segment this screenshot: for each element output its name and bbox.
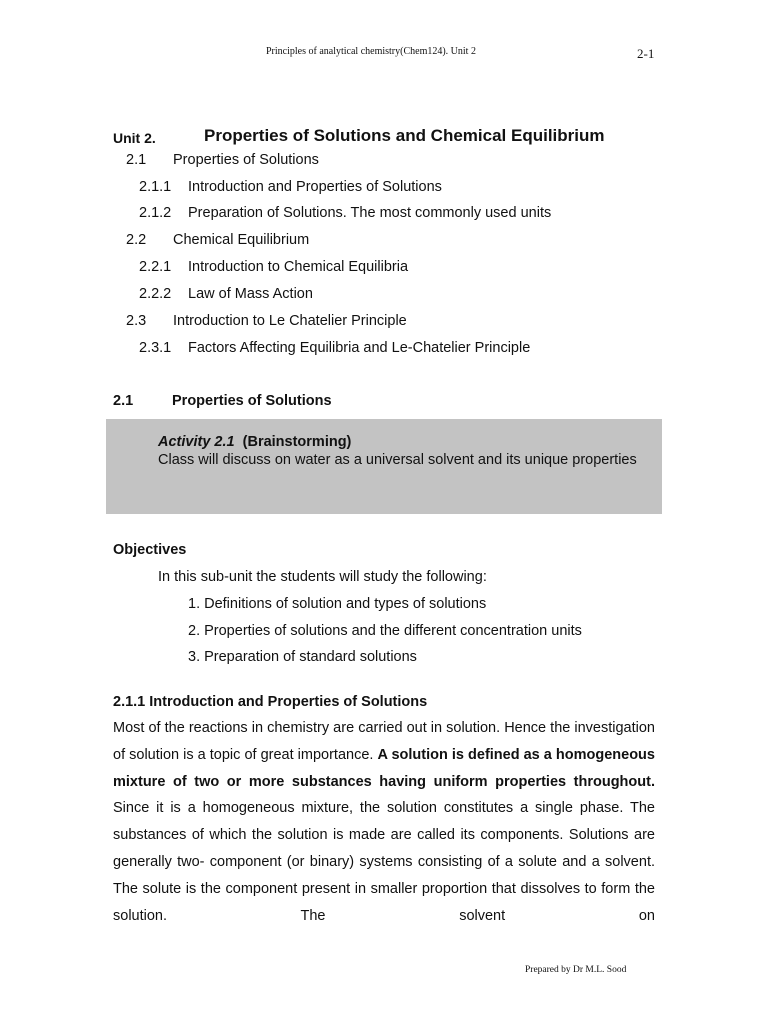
toc-text: Properties of Solutions bbox=[173, 152, 319, 168]
toc-text: Introduction to Le Chatelier Principle bbox=[173, 313, 407, 329]
toc-number: 2.1.2 bbox=[139, 205, 172, 221]
activity-box bbox=[106, 419, 662, 514]
unit-title: Properties of Solutions and Chemical Equilibrium bbox=[204, 126, 605, 145]
toc-number: 2.2 bbox=[126, 232, 147, 248]
unit-label: Unit 2. bbox=[113, 130, 156, 146]
paragraph-text: Since it is a homogeneous mixture, the solution constitutes a single phase. The substances of which the solution is made are called its components. Solutions are generally two- component (or binary) systems consisting of a solute and a solvent. The solute is the component present in smaller proportion that dissolves to form the solution. The solvent on bbox=[113, 800, 655, 924]
page-number: 2-1 bbox=[637, 46, 655, 61]
toc-text: Factors Affecting Equilibria and Le-Chatelier Principle bbox=[188, 340, 531, 356]
toc-number: 2.2.1 bbox=[139, 259, 172, 275]
activity-text: Class will discuss on water as a universal solvent and its unique properties bbox=[158, 452, 637, 468]
body-paragraph bbox=[113, 715, 655, 929]
definition-text: A solution is defined as a homogeneous mixture of two or more substances having uniform properties throughout. bbox=[113, 746, 655, 790]
objectives-intro: In this sub-unit the students will study the following: bbox=[158, 569, 487, 585]
paragraph-text: Most of the reactions in chemistry are carried out in solution. Hence the investigation of solution is a topic of great importance. bbox=[113, 720, 655, 763]
toc-number: 2.1 bbox=[126, 152, 147, 168]
toc-number: 2.1.1 bbox=[139, 179, 172, 195]
objective-item: 2. Properties of solutions and the different concentration units bbox=[188, 623, 582, 639]
toc-text: Introduction and Properties of Solutions bbox=[188, 179, 442, 195]
subsection-heading: 2.1.1 Introduction and Properties of Solutions bbox=[113, 694, 428, 710]
toc-text: Chemical Equilibrium bbox=[173, 232, 310, 248]
activity-type: (Brainstorming) bbox=[242, 434, 352, 450]
running-header-title: Principles of analytical chemistry(Chem124). Unit 2 bbox=[266, 46, 476, 57]
section-number: 2.1 bbox=[113, 393, 134, 409]
toc-text: Preparation of Solutions. The most commonly used units bbox=[188, 205, 552, 221]
activity-label: Activity 2.1 bbox=[158, 434, 235, 450]
objective-item: 1. Definitions of solution and types of solutions bbox=[188, 596, 487, 612]
footer-author: Prepared by Dr M.L. Sood bbox=[525, 965, 627, 975]
toc-text: Introduction to Chemical Equilibria bbox=[188, 259, 409, 275]
toc-number: 2.3 bbox=[126, 313, 147, 329]
toc-text: Law of Mass Action bbox=[188, 286, 313, 302]
objectives-heading: Objectives bbox=[113, 542, 187, 558]
section-heading bbox=[113, 393, 332, 409]
section-title: Properties of Solutions bbox=[172, 393, 332, 409]
toc-number: 2.2.2 bbox=[139, 286, 172, 302]
activity-heading bbox=[158, 434, 351, 450]
objective-item: 3. Preparation of standard solutions bbox=[188, 649, 417, 665]
toc-number: 2.3.1 bbox=[139, 340, 172, 356]
